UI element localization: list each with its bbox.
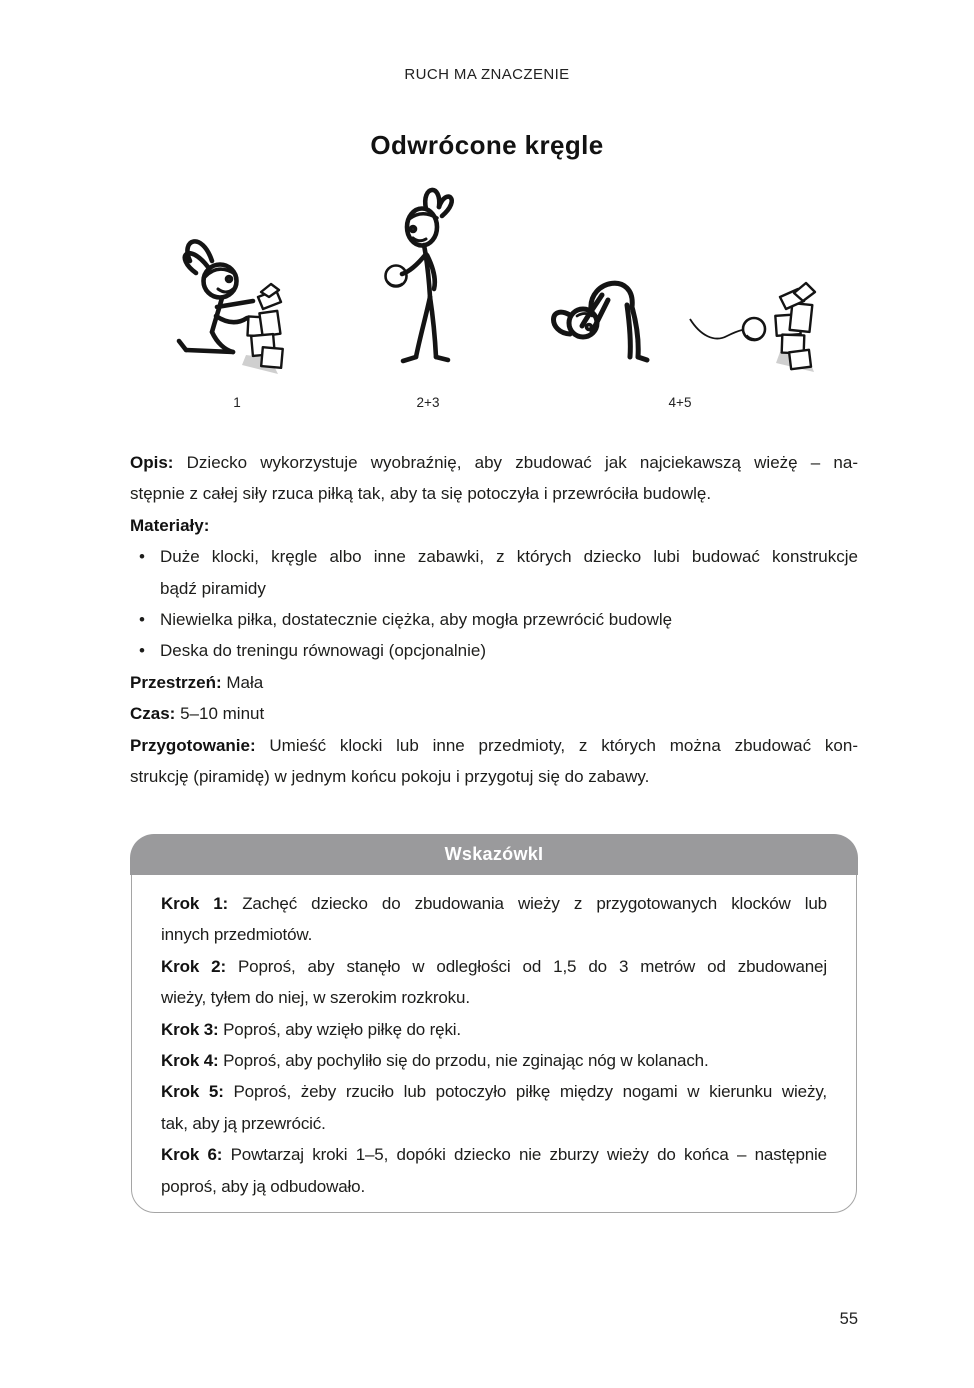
illustration-kneeling-child-building-tower (179, 241, 253, 352)
opis-line-1: Opis: Dziecko wykorzystuje wyobraźnię, aby zbudować jak najciekawszą wieżę – na- (130, 453, 858, 472)
page-number: 55 (839, 1310, 858, 1328)
step-5-line-2: tak, aby ją przewrócić. (161, 1113, 326, 1133)
tips-box-title: WskazówkI (130, 834, 857, 875)
step-1-line-1: Krok 1: Zachęć dziecko do zbudowania wieży z przygotowanych klocków lub (161, 894, 827, 913)
step-2-line-1: Krok 2: Poproś, aby stanęło w odległości od 1,5 do 3 metrów od zbudowanej (161, 956, 827, 976)
step-3-line-1: Krok 3: Poproś, aby wzięło piłkę do ręki. (161, 1019, 461, 1039)
stick-figure-illustrations (130, 185, 860, 415)
step-6-line-1: Krok 6: Powtarzaj kroki 1–5, dopóki dziecko nie zburzy wieży do końca – następnie (161, 1145, 827, 1165)
prep-line-1: Przygotowanie: Umieść klocki lub inne przedmioty, z których można zbudować kon- (130, 735, 858, 755)
time-line: Czas: 5–10 minut (130, 704, 265, 724)
page-title: Odwrócone kręgle (370, 130, 604, 160)
step-5-line-1: Krok 5: Poproś, żeby rzuciło lub potoczyło piłkę między nogami w kierunku wieży, (161, 1082, 827, 1102)
ball-trajectory (690, 319, 742, 339)
step-2-line-2: wieży, tyłem do niej, w szerokim rozkroku. (161, 988, 470, 1008)
space-line: Przestrzeń: Mała (130, 672, 264, 692)
materials-bullet-1-cont: bądź piramidy (160, 578, 266, 598)
step-4-line-1: Krok 4: Poproś, aby pochyliło się do przodu, nie zginając nóg w kolanach. (161, 1051, 709, 1071)
figure-label-2: 2+3 (416, 395, 440, 410)
tips-box (131, 835, 857, 1213)
opis-label: Opis: (130, 453, 174, 472)
illustrations-strip (130, 185, 860, 415)
prep-line-2: strukcję (piramidę) w jednym końcu pokoju i przygotuj się do zabawy. (130, 767, 650, 787)
running-header: RUCH MA ZNACZENIE (404, 66, 570, 83)
illustration-child-bent-rolling-ball (554, 283, 648, 360)
step-1-line-2: innych przedmiotów. (161, 925, 313, 945)
activity-description (130, 447, 858, 792)
tips-steps (161, 888, 827, 1202)
materials-heading: Materiały: (130, 515, 210, 535)
block-tower-being-built (242, 284, 283, 374)
figure-label-1: 1 (233, 395, 241, 410)
materials-bullet-2: • Niewielka piłka, dostatecznie ciężka, aby mogła przewrócić budowlę (130, 604, 858, 635)
block-tower-target (775, 283, 815, 372)
step-6-line-2: poproś, aby ją odbudowało. (161, 1176, 366, 1196)
materials-bullet-1: • Duże klocki, kręgle albo inne zabawki, z których dziecko lubi budować konstrukcje (130, 541, 858, 572)
materials-bullet-3: • Deska do treningu równowagi (opcjonalnie) (130, 635, 858, 666)
illustration-child-holding-ball (402, 190, 452, 361)
figure-label-3: 4+5 (668, 395, 692, 410)
ball-in-hand (386, 266, 407, 288)
opis-line-2: stępnie z całej siły rzuca piłką tak, aby ta się potoczyła i przewróciła budowlę. (130, 484, 712, 504)
rolling-ball (743, 318, 765, 341)
